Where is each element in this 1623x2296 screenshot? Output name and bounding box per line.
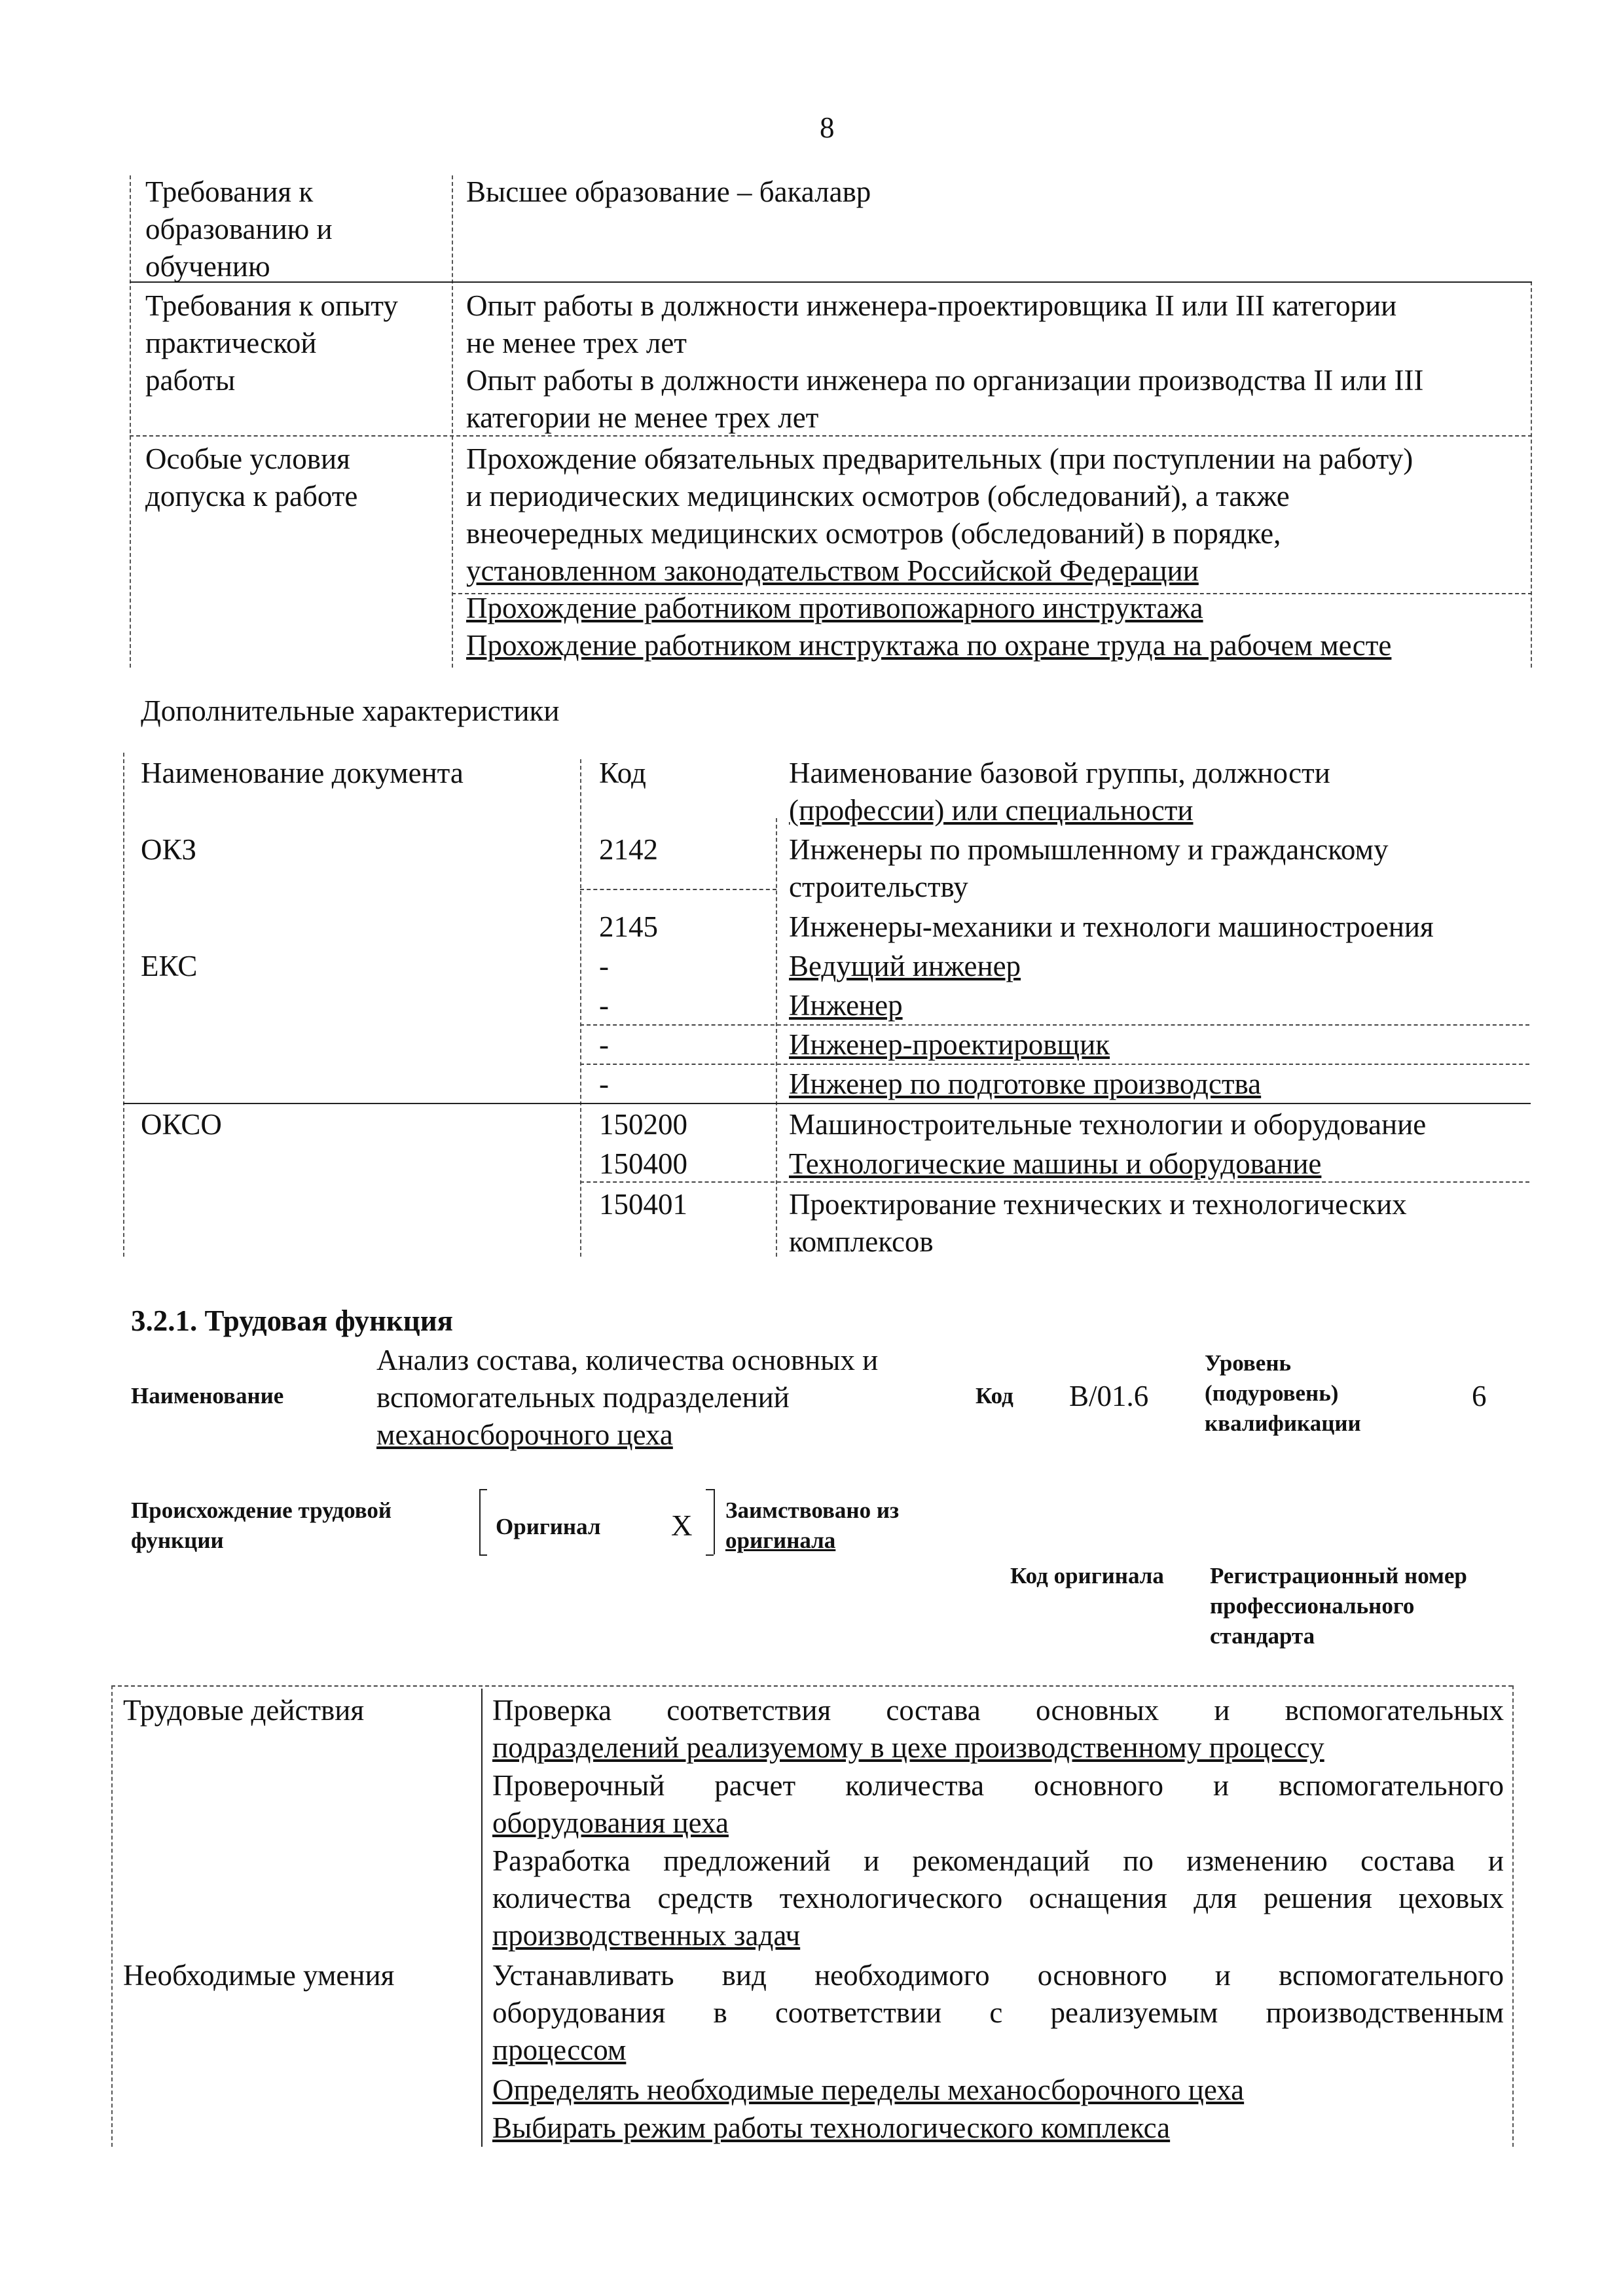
add-name: Ведущий инженер — [789, 950, 1021, 982]
req-right-border — [1531, 281, 1532, 668]
add-row-divider — [580, 1024, 1529, 1026]
add-code: 150401 — [599, 1188, 687, 1221]
original-option: Оригинал — [496, 1514, 601, 1539]
tasks-right-border — [1512, 1685, 1514, 2147]
function-name-label: Наименование — [131, 1383, 284, 1408]
function-heading: 3.2.1. Трудовая функция — [131, 1304, 454, 1337]
req-label: Требования к образованию и обучению — [145, 175, 333, 283]
tasks-left-border — [111, 1685, 113, 2147]
add-doc: ЕКС — [141, 950, 198, 982]
add-code: - — [599, 989, 609, 1022]
add-name: Инженеры-механики и технологи машиностроения — [789, 910, 1434, 943]
additional-title: Дополнительные характеристики — [141, 694, 560, 727]
add-row-divider — [580, 889, 776, 890]
add-name: Проектирование технических и технологических комплексов — [789, 1188, 1407, 1258]
origin-bracket — [479, 1489, 487, 1490]
code-original-label: Код оригинала — [1010, 1563, 1164, 1588]
add-row-divider — [580, 1064, 1529, 1065]
reg-number-label: Регистрационный номер профессионального стандарта — [1210, 1563, 1467, 1649]
add-header-name: Наименование базовой группы, должности (профессии) или специальности — [789, 757, 1330, 827]
req-value: Опыт работы в должности инженера-проектировщика II или III категории не менее трех лет Опыт работы в должности инженера по организации производства II или III категории не менее трех лет — [466, 289, 1424, 434]
add-name: Технологические машины и оборудование — [789, 1147, 1322, 1180]
req-label: Требования к опыту практической работы — [145, 289, 398, 397]
borrowed-option: Заимствовано из оригинала — [725, 1498, 900, 1553]
add-left-border — [123, 753, 124, 1257]
add-doc: ОКЗ — [141, 833, 197, 866]
action-item: Проверочный расчет количества основного и вспомогательного оборудования цеха — [492, 1769, 1504, 1839]
action-item: Проверка соответствия состава основных и вспомогательных подразделений реализуемому в цехе производственному процессу — [492, 1694, 1504, 1764]
function-name: Анализ состава, количества основных и вспомогательных подразделений механосборочного цеха — [376, 1344, 879, 1451]
add-code: 150200 — [599, 1108, 687, 1141]
req-value: Высшее образование – бакалавр — [466, 175, 871, 208]
req-left-border — [130, 175, 131, 668]
req-row-divider — [130, 281, 1532, 283]
skill-item: Определять необходимые переделы механосборочного цеха — [492, 2073, 1245, 2106]
actions-label: Трудовые действия — [123, 1694, 365, 1727]
add-name: Машиностроительные технологии и оборудование — [789, 1108, 1427, 1141]
function-code: B/01.6 — [1069, 1380, 1149, 1412]
skills-label: Необходимые умения — [123, 1959, 395, 1992]
add-code: 2142 — [599, 833, 658, 866]
tasks-col-border — [481, 1689, 483, 2147]
add-code: - — [599, 1067, 609, 1100]
req-label: Особые условия допуска к работе — [145, 442, 358, 512]
add-code: - — [599, 1028, 609, 1061]
origin-bracket — [479, 1554, 487, 1556]
add-header-doc: Наименование документа — [141, 757, 464, 789]
add-row-divider — [123, 1103, 1531, 1104]
skill-item: Устанавливать вид необходимого основного и вспомогательного оборудования в соответствии с реализуемым производственным процессом — [492, 1959, 1504, 2066]
add-col-border — [776, 818, 777, 1257]
level-value: 6 — [1472, 1380, 1487, 1412]
add-code: 2145 — [599, 910, 658, 943]
origin-bracket — [706, 1489, 714, 1490]
tasks-top-border — [111, 1685, 1512, 1687]
level-label: Уровень (подуровень) квалификации — [1205, 1350, 1361, 1436]
add-header-code: Код — [599, 757, 646, 789]
add-doc: ОКСО — [141, 1108, 222, 1141]
add-code: 150400 — [599, 1147, 687, 1180]
add-name: Инженер-проектировщик — [789, 1028, 1110, 1061]
add-name: Инженер по подготовке производства — [789, 1067, 1262, 1100]
add-name: Инженеры по промышленному и гражданскому строительству — [789, 833, 1389, 903]
action-item: Разработка предложений и рекомендаций по изменению состава и количества средств технологического оснащения для решения цеховых производственных задач — [492, 1844, 1504, 1952]
original-mark: X — [671, 1509, 693, 1542]
add-name: Инженер — [789, 989, 903, 1022]
req-value: Прохождение обязательных предварительных (при поступлении на работу) и периодических медицинских осмотров (обследований), а также внеочередных медицинских осмотров (обследований) в порядке, установленном законодательством Российской Федерации Прохождение работником противопожарного инструктажа Прохождение работником инструктажа по охране труда на рабочем месте — [466, 442, 1413, 662]
function-code-label: Код — [976, 1383, 1013, 1408]
add-code: - — [599, 950, 609, 982]
origin-bracket — [479, 1489, 481, 1554]
page-number: 8 — [820, 111, 835, 144]
origin-label: Происхождение трудовой функции — [131, 1498, 392, 1553]
skill-item: Выбирать режим работы технологического комплекса — [492, 2111, 1171, 2144]
origin-bracket — [714, 1489, 715, 1554]
origin-bracket — [706, 1554, 714, 1556]
